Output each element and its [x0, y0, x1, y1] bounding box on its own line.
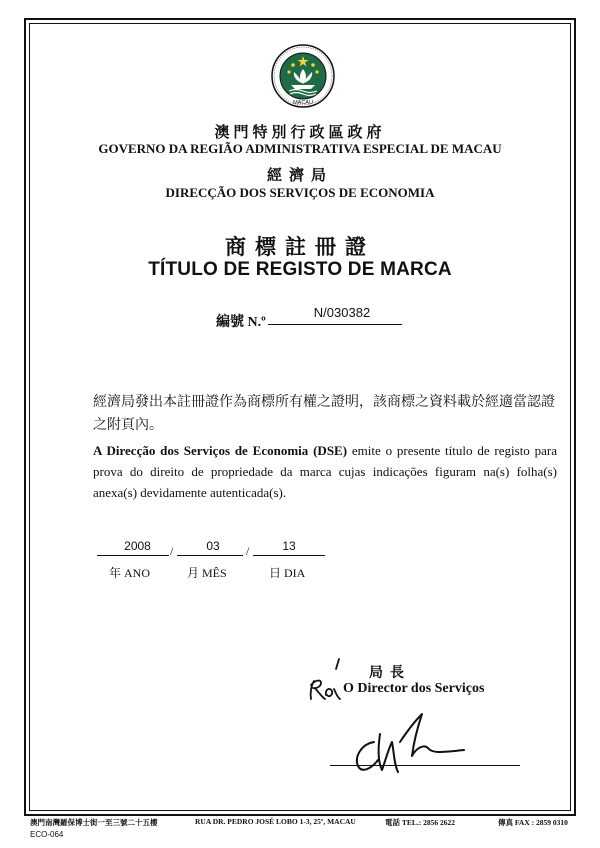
- footer-telephone: 電話 TEL.: 2856 2622: [385, 818, 456, 827]
- footer-address-pt: RUA DR. PEDRO JOSÉ LOBO 1-3, 25º, MACAU: [195, 817, 356, 826]
- government-name-cn: 澳門特別行政區政府: [214, 125, 386, 141]
- body-text-pt-bold: A Direcção dos Serviços de Economia (DSE): [93, 443, 348, 458]
- signature-line: [330, 765, 520, 766]
- document-title-pt: TÍTULO DE REGISTO DE MARCA: [148, 259, 452, 280]
- director-title-pt: O Director dos Serviços: [343, 681, 485, 696]
- date-month-value: 03: [206, 539, 220, 553]
- body-text-pt: [93, 440, 557, 503]
- registration-number-label: 編號 N.º: [216, 315, 266, 330]
- macau-emblem-icon: [271, 44, 335, 108]
- date-year-label: 年 ANO: [109, 566, 150, 580]
- date-month-label: 月 MÊS: [187, 566, 227, 580]
- date-day-label: 日 DIA: [269, 566, 306, 580]
- date-separator-2: /: [246, 544, 250, 558]
- document-title-cn: 商標註冊證: [225, 235, 375, 259]
- footer-address-cn: 澳門南灣羅保博士街一至三號二十五樓: [30, 818, 158, 827]
- date-separator-1: /: [170, 544, 174, 558]
- registration-number-line: [268, 324, 402, 325]
- department-name-pt: DIRECÇÃO DOS SERVIÇOS DE ECONOMIA: [165, 185, 435, 200]
- registration-number-value: N/030382: [313, 305, 371, 320]
- date-day-line: [253, 555, 325, 556]
- date-year-line: [97, 555, 169, 556]
- director-title-cn: 局長: [369, 666, 411, 681]
- director-signature: [344, 712, 474, 782]
- body-text-pt-rest: emite o presente título de registo para prova do direito de propriedade da marca cujas indicações figuram na(s) folha(s) anexa(s) devidamente autenticada(s).: [93, 443, 557, 500]
- form-code: ECO-064: [30, 830, 64, 839]
- date-year-value: 2008: [124, 539, 151, 553]
- body-text-cn: 經濟局發出本註冊證作為商標所有權之證明，該商標之資料載於經適當認證之附頁內。: [93, 395, 555, 433]
- footer-fax: 傳真 FAX : 2859 0310: [498, 818, 568, 827]
- emblem-text: MACAU: [293, 100, 313, 106]
- department-name-cn: 經濟局: [266, 168, 333, 184]
- government-name-pt: GOVERNO DA REGIÃO ADMINISTRATIVA ESPECIAL DE MACAU: [98, 141, 502, 156]
- date-day-value: 13: [282, 539, 296, 553]
- date-month-line: [177, 555, 243, 556]
